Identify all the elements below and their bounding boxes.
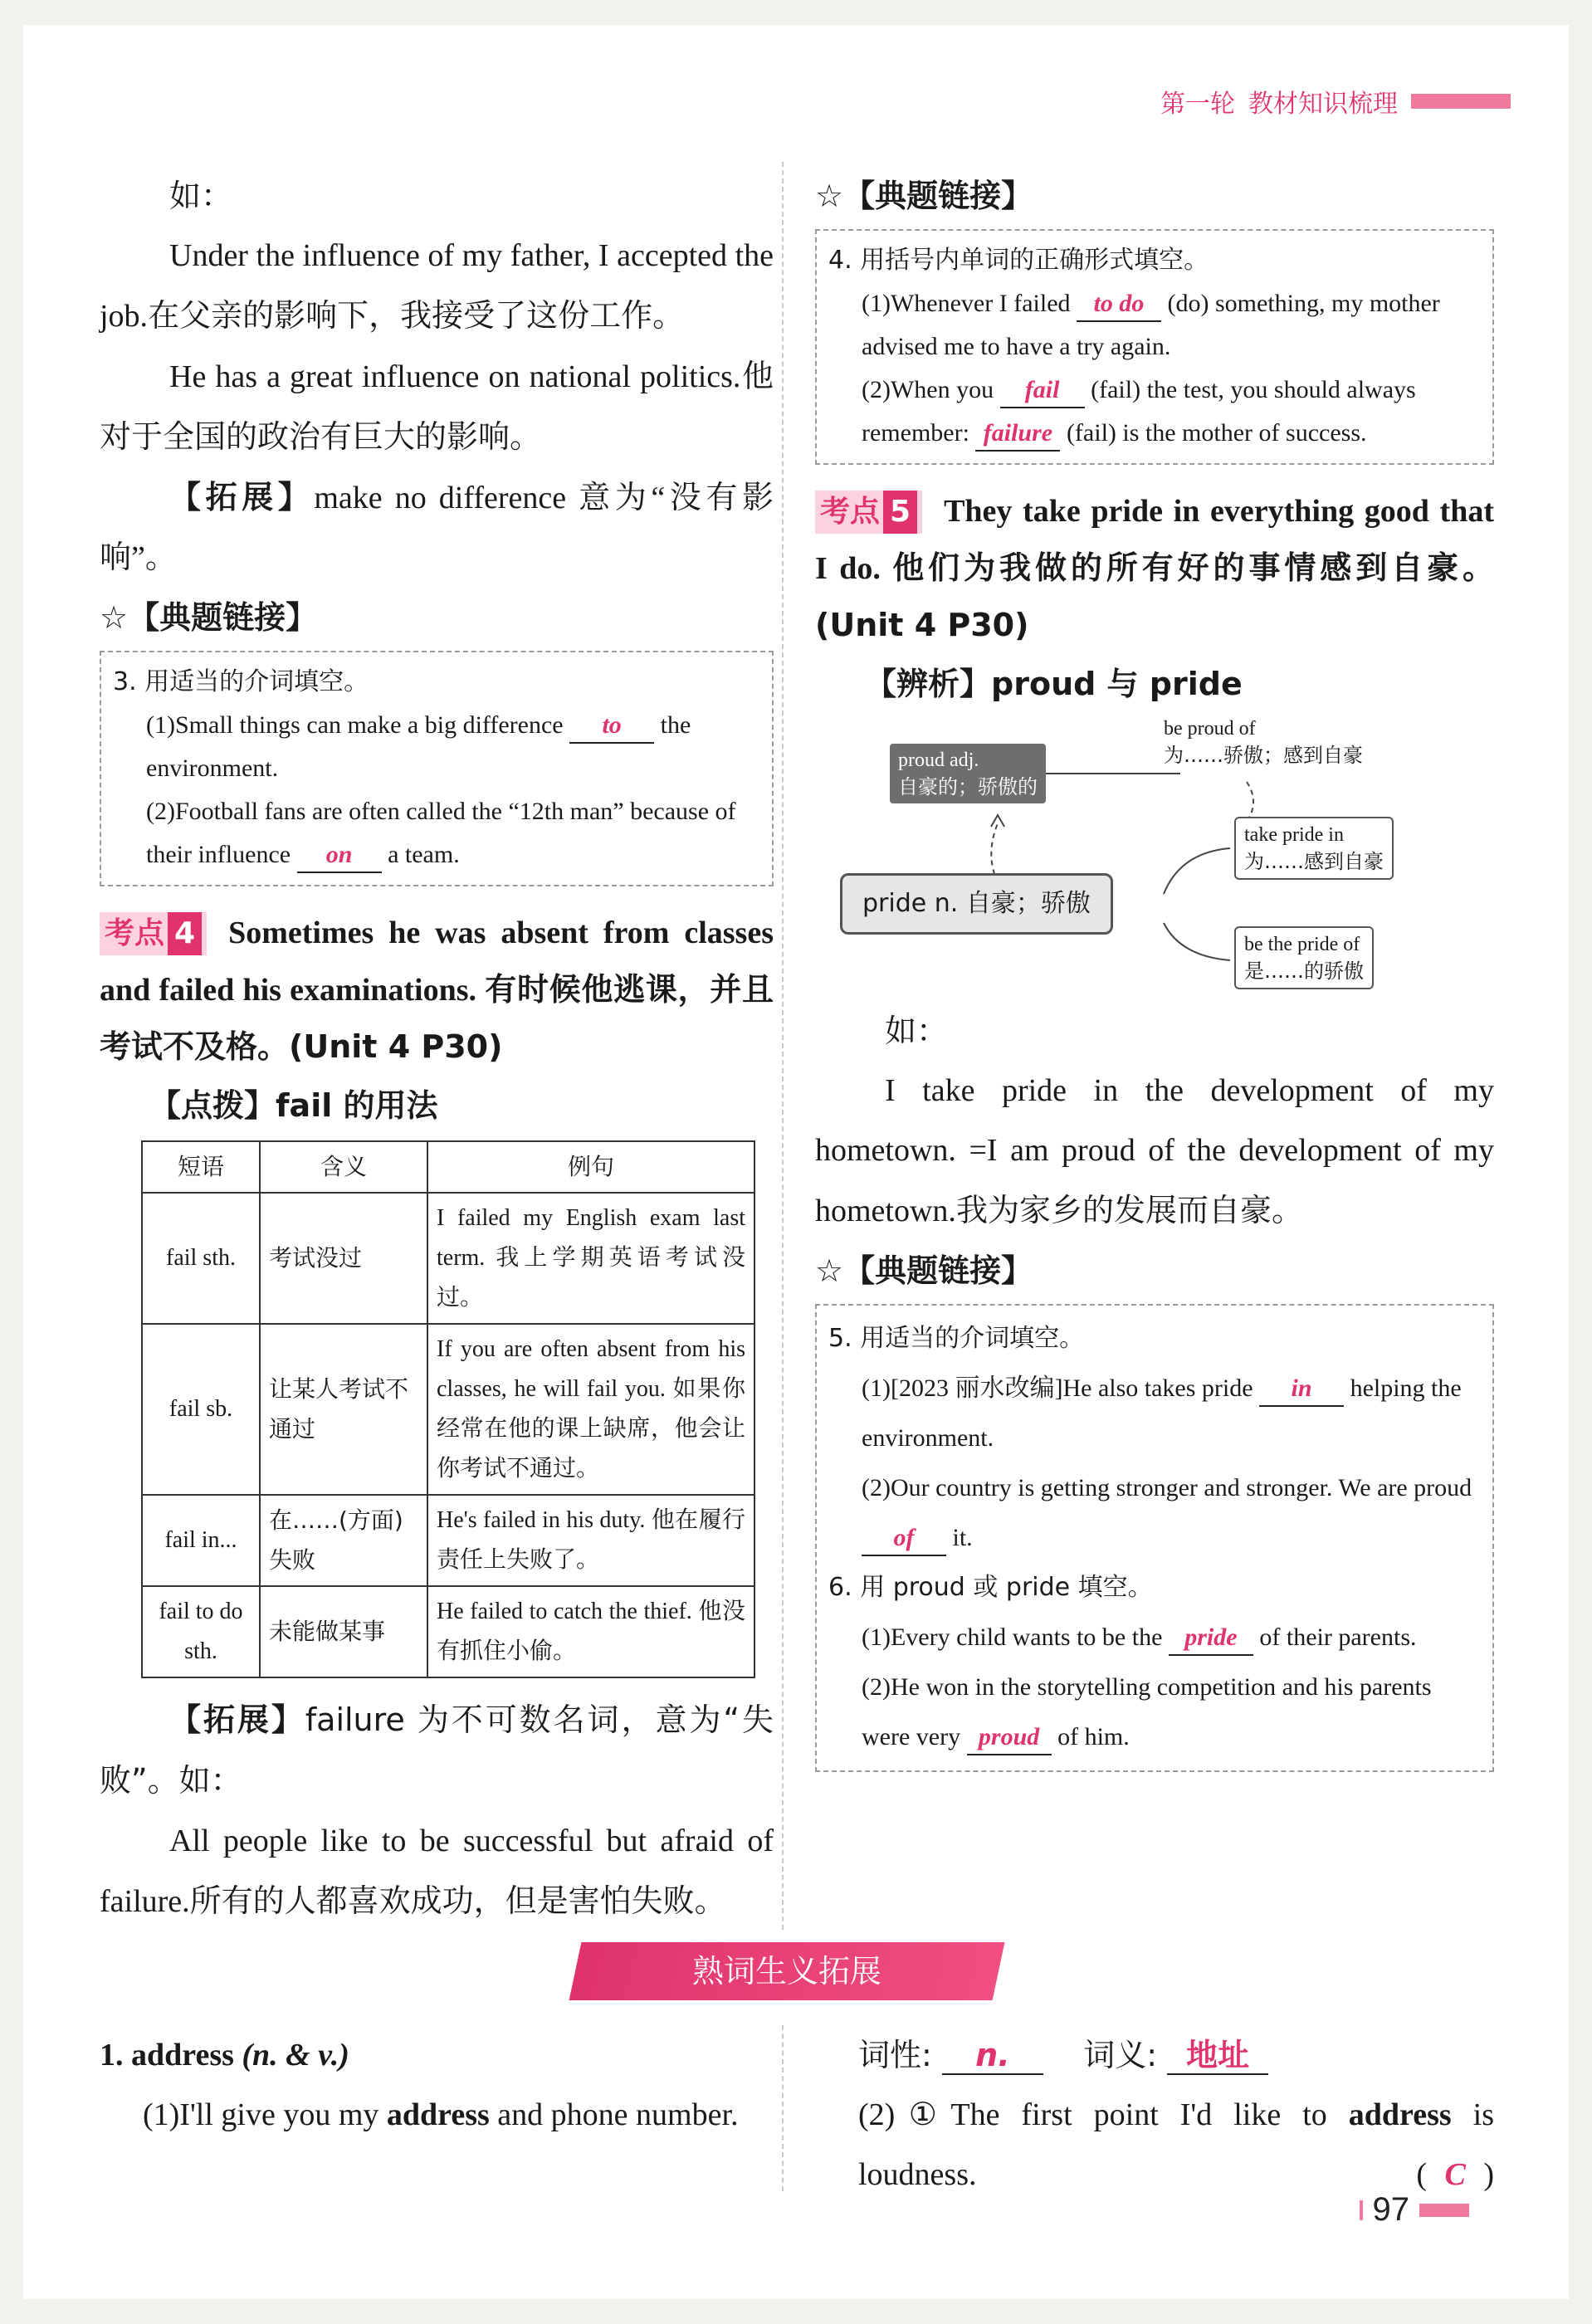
section-banner: 熟词生义拓展 [569,1942,1005,2000]
kaodian-4: 考点 4 Sometimes he was absent from classes and failed his examinations. 有时候他逃课，并且考试不及格。(Unit 4 P30) [100,905,774,1076]
answer-blank: in [1259,1372,1344,1407]
header-section: 教材知识梳理 [1248,90,1398,119]
question-5-1: (1)[2023 丽水改编]He also takes pride in helping the environment. [862,1364,1481,1463]
bottom-divider [782,2025,784,2191]
bottom-right [858,2025,1494,2204]
answer-blank: fail [1000,374,1085,408]
question-4-1: (1)Whenever I failed to do (do) something, my mother advised me to have a try again. [862,282,1481,369]
question-4-2: (2)When you fail (fail) the test, you should always remember: failure (fail) is the mother of success. [862,369,1481,455]
link-heading-right-2: ☆【典题链接】 [815,1252,1033,1289]
column-divider [782,162,784,1930]
table-header-row [142,1141,754,1193]
address-title: 1. address (n. & v.) [100,2038,349,2073]
question-3-title: 3. 用适当的介词填空。 [113,667,369,696]
answer-blank: failure [975,417,1060,452]
answer-blank: to do [1077,287,1161,322]
footer-tick [1360,2200,1363,2220]
answer-blank: on [297,838,382,873]
kaodian-5: 考点 5 They take pride in everything good that I do. 他们为我做的所有好的事情感到自豪。(Unit 4 P30) [815,483,1494,654]
proud-adj-box: proud adj. 自豪的；骄傲的 [890,744,1046,803]
answer-blank: proud [967,1721,1052,1755]
question-5-2: (2)Our country is getting stronger and stronger. We are proud of it. [862,1463,1481,1563]
pos-blank: n. [942,2037,1043,2075]
header-bar [1411,94,1511,109]
question-6-2: (2)He won in the storytelling competition and his parents were very proud of him. [862,1662,1481,1762]
question-5-title: 5. 用适当的介词填空。 [828,1324,1085,1353]
be-the-pride-of-box: be the pride of 是……的骄傲 [1234,926,1374,989]
answer-blank: pride [1169,1621,1253,1656]
table-row: fail in... 在……(方面)失败 He's failed in his duty. 他在履行责任上失败了。 [142,1495,754,1586]
question-4-box [815,229,1494,465]
address-sentence-1: (1)I'll give you my address and phone number. [143,2097,739,2132]
question-4-title: 4. 用括号内单词的正确形式填空。 [828,246,1209,275]
take-pride-in-box: take pride in 为……感到自豪 [1234,817,1394,880]
question-6-title: 6. 用 proud 或 pride 填空。 [828,1573,1153,1602]
table-row: fail sb. 让某人考试不通过 If you are often absent from his classes, he will fail you. 如果你经常在他的课上缺席，他会让你考试不通过。 [142,1324,754,1495]
answer-blank: of [862,1521,946,1556]
pride-main-box: pride n. 自豪；骄傲 [840,873,1113,935]
link-heading-right: ☆【典题链接】 [815,178,1033,214]
question-3-1: (1)Small things can make a big difference to the environment. [146,704,760,790]
dianbo: 【点拨】fail 的用法 [149,1087,438,1124]
table-header: 含义 [260,1141,427,1193]
example-label: 如： [169,178,233,214]
example-3: All people like to be successful but afraid of failure.所有的人都喜欢成功，但是害怕失败。 [100,1824,774,1919]
left-column [100,166,774,1931]
answer-paren: ( C ) [1416,2157,1494,2192]
kaodian-badge: 考点 4 [100,912,207,955]
header [1160,83,1511,120]
question-6-1: (1)Every child wants to be the pride of their parents. [862,1613,1481,1662]
example-2: He has a great influence on national politics.他对于全国的政治有巨大的影响。 [100,358,774,455]
link-heading-left: ☆【典题链接】 [100,599,318,636]
question-5-6-box [815,1304,1494,1772]
answer-blank: to [569,709,654,744]
kaodian-badge: 考点 5 [815,491,922,534]
footer-bar [1419,2204,1469,2217]
extension-1: 【拓展】make no difference 意为“没有影响”。 [100,479,774,575]
right-column [815,166,1494,1790]
page-number: 97 [1372,2191,1409,2228]
table-row: fail to do sth. 未能做某事 He failed to catch the thief. 他没有抓住小偷。 [142,1586,754,1677]
page [23,25,1569,2299]
bianxi: 【辨析】proud 与 pride [865,666,1243,702]
fail-usage-table [141,1140,755,1678]
address-pos-meaning: 词性: n. 词义: 地址 [858,2025,1494,2085]
meaning-blank: 地址 [1167,2037,1268,2075]
header-round: 第一轮 [1160,90,1235,119]
question-3-2: (2)Football fans are often called the “12th man” because of their influence on a team. [146,790,760,876]
extension-2: 【拓展】failure 为不可数名词，意为“失败”。如： [100,1702,774,1799]
footer [1360,2191,1470,2229]
be-proud-of-label: be proud of 为……骄傲；感到自豪 [1164,718,1363,767]
table-header: 短语 [142,1141,260,1193]
proud-pride-diagram [815,715,1494,998]
example-label-right: 如： [885,1013,949,1049]
table-header: 例句 [427,1141,754,1193]
table-row: fail sth. 考试没过 I failed my English exam last term. 我上学期英语考试没过。 [142,1193,754,1324]
example-pride: I take pride in the development of my hometown. =I am proud of the development of my hometown.我为家乡的发展而自豪。 [815,1073,1494,1228]
example-1: Under the influence of my father, I accepted the job.在父亲的影响下，我接受了这份工作。 [100,238,774,334]
address-sentence-2: (2)①The first point I'd like to address is loudness. ( C ) [858,2085,1494,2204]
question-3-box [100,651,774,886]
bottom-left [100,2025,774,2145]
